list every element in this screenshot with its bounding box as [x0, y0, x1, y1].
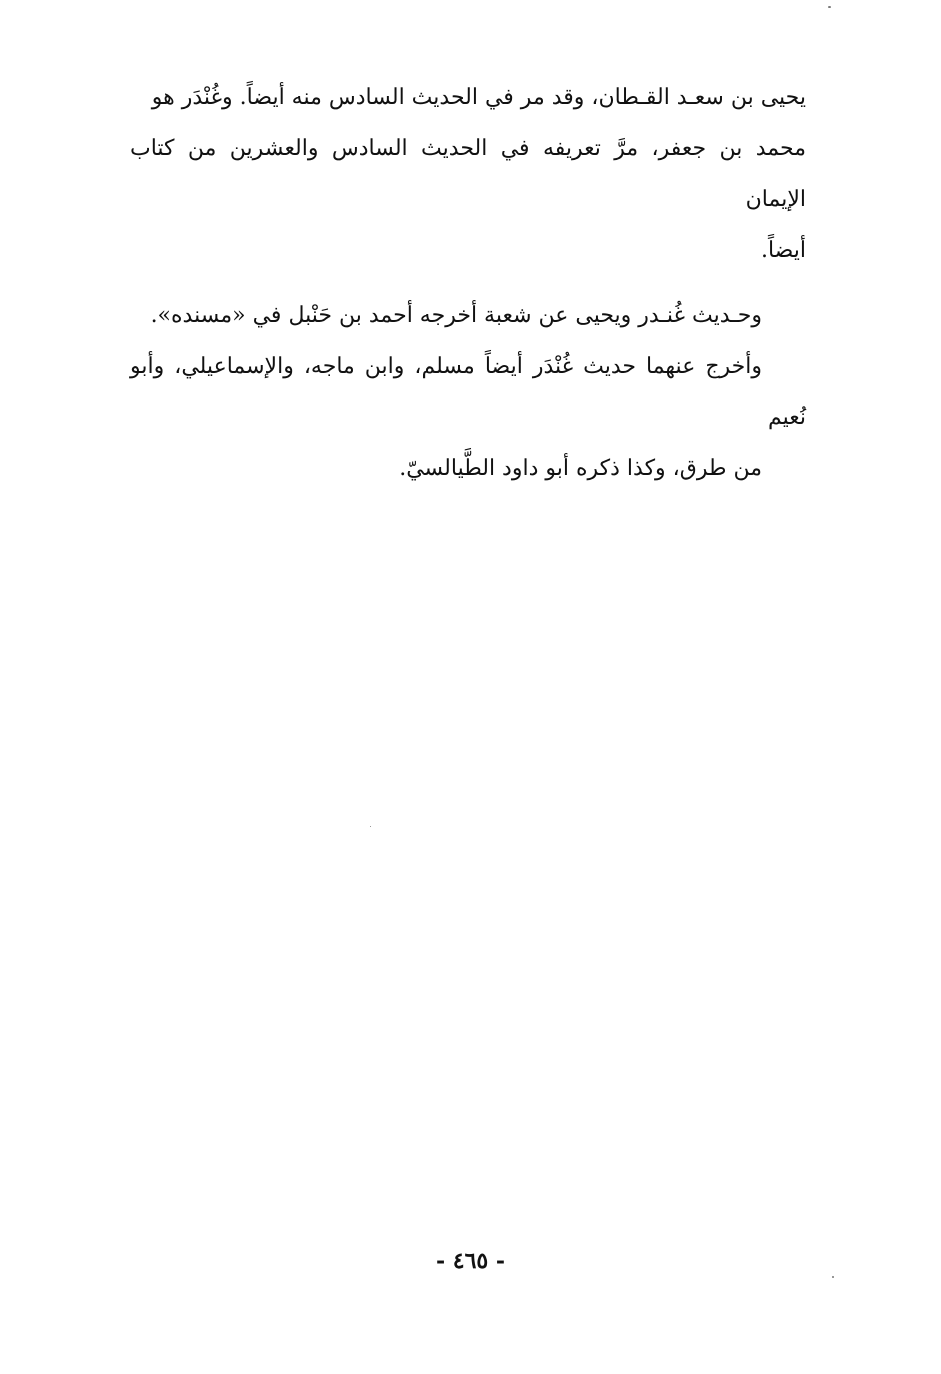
scan-speck	[832, 1276, 834, 1278]
paragraph-1	[130, 72, 806, 276]
paragraph-1-line-3: أيضاً.	[760, 238, 806, 263]
scan-speck	[828, 6, 831, 8]
paragraph-2-line-1: وحـديث غُنـدر ويحيى عن شعبة أخرجه أحمد بن حَنْبل في «مسنده».	[150, 303, 762, 328]
paragraph-1-line-1: يحيى بن سعـد القـطان، وقد مر في الحديث السادس منه أيضاً. وغُنْدَر هو	[151, 85, 806, 110]
paragraph-2	[130, 290, 806, 494]
paragraph-2-line-3: من طرق، وكذا ذكره أبو داود الطَّيالسيّ.	[399, 456, 762, 481]
body-text	[130, 72, 806, 494]
paragraph-1-line-2: محمد بن جعفر، مرَّ تعريفه في الحديث السادس والعشرين من كتاب الإيمان	[130, 136, 806, 212]
page-number: - ٤٦٥ -	[435, 1248, 506, 1274]
scan-speck	[370, 826, 371, 827]
paragraph-2-line-2: وأخرج عنهما حديث غُنْدَر أيضاً مسلم، وابن ماجه، والإسماعيلي، وأبو نُعيم	[130, 354, 806, 430]
